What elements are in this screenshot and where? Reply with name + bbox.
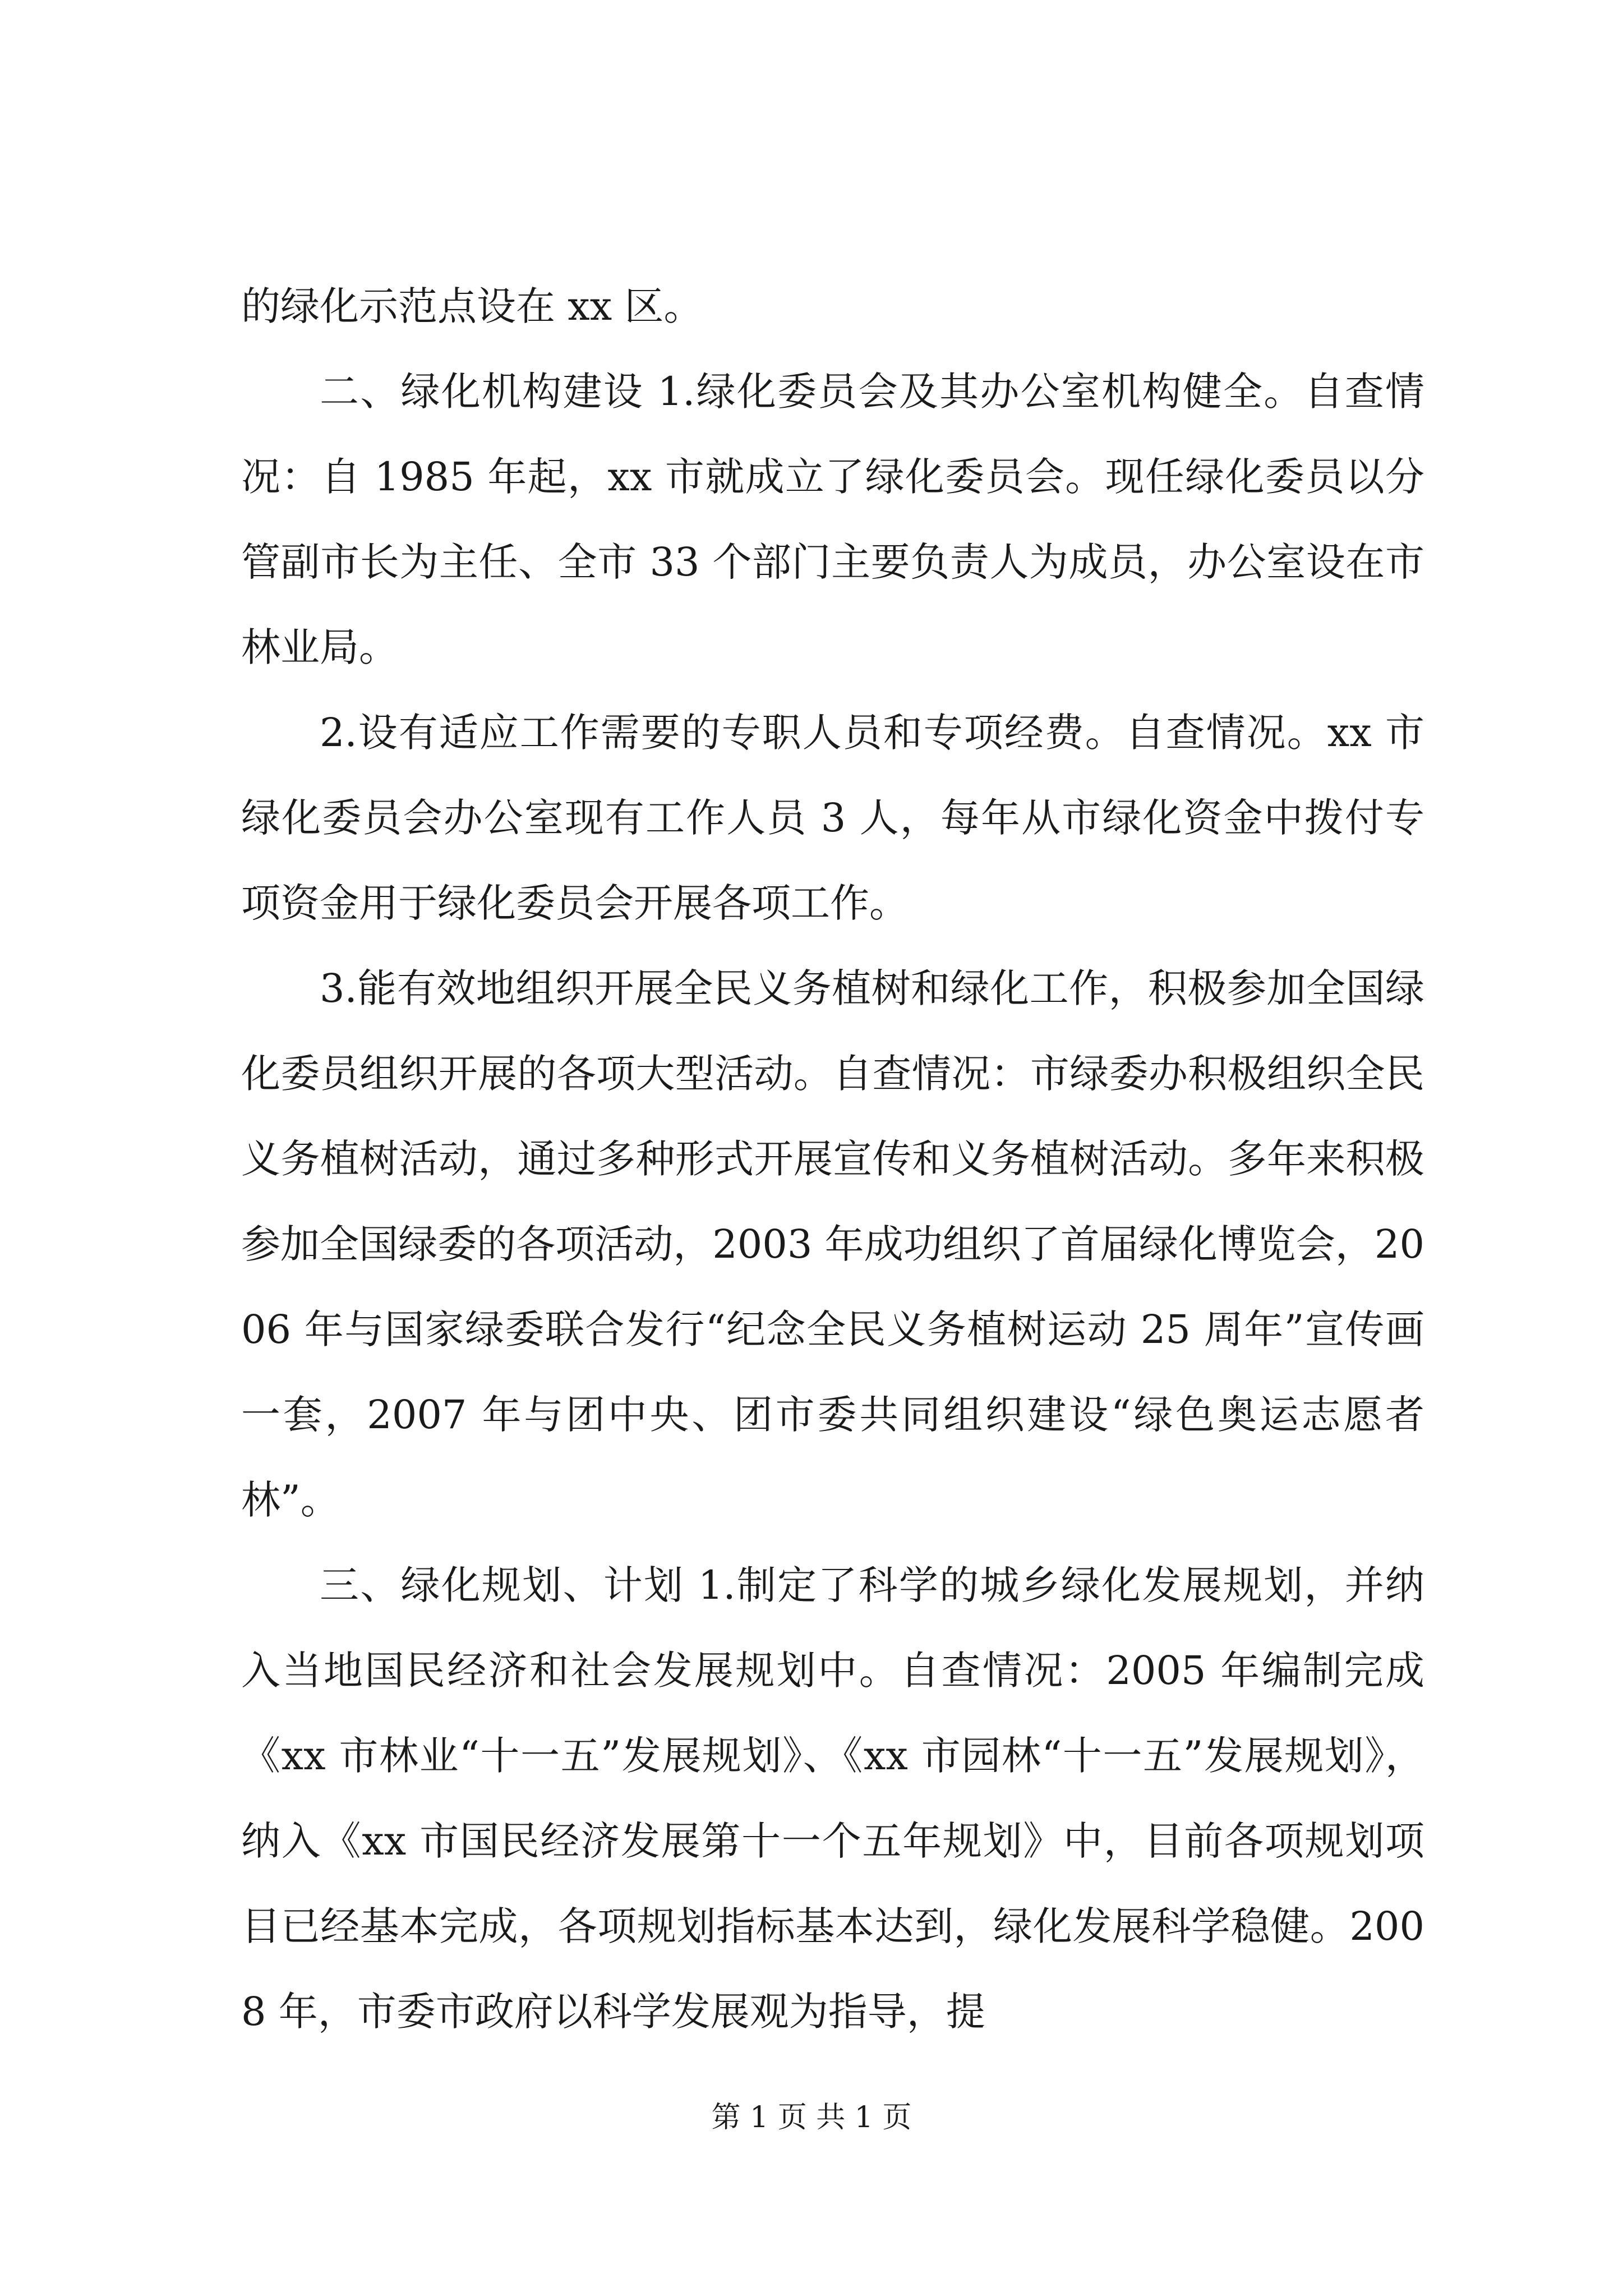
paragraph-item-two: 2.设有适应工作需要的专职人员和专项经费。自查情况。xx 市绿化委员会办公室现有工作人员 3 人，每年从市绿化资金中拨付专项资金用于绿化委员会开展各项工作。: [241, 710, 1424, 926]
paragraph-section-three: 三、绿化规划、计划 1.制定了科学的城乡绿化发展规划，并纳入当地国民经济和社会发展规划中。自查情况：2005 年编制完成《xx 市林业“十一五”发展规划》、《xx 市园林“十一五”发展规划》，纳入《xx 市国民经济发展第十一个五年规划》中，目前各项规划项目已经基本完成，各项规划指标基本达到，绿化发展科学稳健。2008 年，市委市政府以科学发展观为指导，提: [241, 1562, 1424, 2035]
document-body: [241, 264, 1424, 2054]
page-footer: 第 1 页 共 1 页: [711, 2101, 912, 2134]
paragraph-continuation: 的绿化示范点设在 xx 区。: [241, 283, 703, 329]
paragraph-section-two: 二、绿化机构建设 1.绿化委员会及其办公室机构健全。自查情况：自 1985 年起，xx 市就成立了绿化委员会。现任绿化委员以分管副市长为主任、全市 33 个部门主要负责人为成员，办公室设在市林业局。: [241, 369, 1424, 670]
paragraph-item-three: 3.能有效地组织开展全民义务植树和绿化工作，积极参加全国绿化委员组织开展的各项大型活动。自查情况：市绿委办积极组织全民义务植树活动，通过多种形式开展宣传和义务植树活动。多年来积极参加全国绿委的各项活动，2003 年成功组织了首届绿化博览会，2006 年与国家绿委联合发行“纪念全民义务植树运动 25 周年”宣传画一套，2007 年与团中央、团市委共同组织建设“绿色奥运志愿者林”。: [241, 965, 1424, 1523]
